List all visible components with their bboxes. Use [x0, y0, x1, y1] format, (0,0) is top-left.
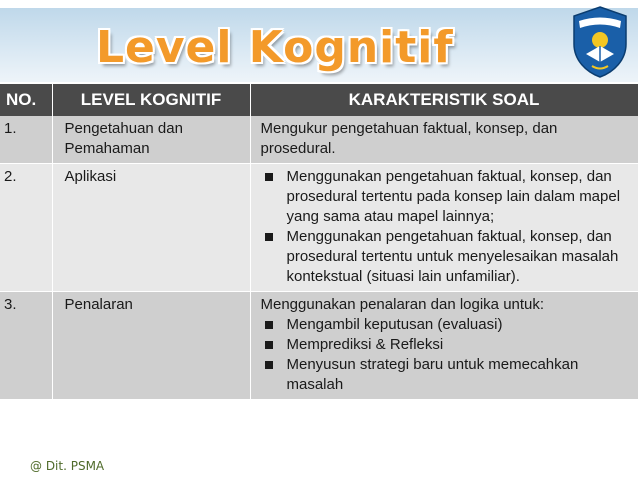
- bullet-item: Menggunakan pengetahuan faktual, konsep, dan prosedural tertentu untuk menyelesaikan masalah kontekstual (situasi lain unfamiliar).: [261, 227, 634, 287]
- table-row: [0, 164, 638, 292]
- tut-wuri-handayani-logo-icon: [564, 4, 636, 80]
- header-level: LEVEL KOGNITIF: [52, 84, 250, 116]
- header-karakteristik: KARAKTERISTIK SOAL: [250, 84, 638, 116]
- table-row: [0, 292, 638, 400]
- row-level: Aplikasi: [52, 164, 250, 292]
- row-no: 1.: [0, 116, 52, 164]
- table-header-row: [0, 84, 638, 116]
- karakteristik-intro: Mengukur pengetahuan faktual, konsep, dan prosedural.: [260, 120, 558, 157]
- karakteristik-intro: Menggunakan penalaran dan logika untuk:: [260, 296, 545, 313]
- row-karakteristik: [250, 164, 638, 292]
- row-karakteristik: [250, 292, 638, 400]
- bullet-item: Menyusun strategi baru untuk memecahkan masalah: [261, 355, 634, 395]
- page-title: Level Kognitif: [96, 22, 454, 73]
- cognitive-level-table: [0, 84, 638, 400]
- bullet-item: Memprediksi & Refleksi: [261, 335, 634, 355]
- footer-credit: @ Dit. PSMA: [30, 459, 105, 473]
- row-no: 2.: [0, 164, 52, 292]
- row-karakteristik: [250, 116, 638, 164]
- row-level: Pengetahuan dan Pemahaman: [52, 116, 250, 164]
- row-no: 3.: [0, 292, 52, 400]
- footer: [0, 456, 638, 479]
- header-no: NO.: [0, 84, 52, 116]
- karakteristik-bullet-list: [261, 167, 634, 287]
- bullet-item: Mengambil keputusan (evaluasi): [261, 315, 634, 335]
- table-row: [0, 116, 638, 164]
- karakteristik-bullet-list: [261, 315, 634, 395]
- row-level: Penalaran: [52, 292, 250, 400]
- bullet-item: Menggunakan pengetahuan faktual, konsep, dan prosedural tertentu pada konsep lain dalam mapel yang sama atau mapel lainnya;: [261, 167, 634, 227]
